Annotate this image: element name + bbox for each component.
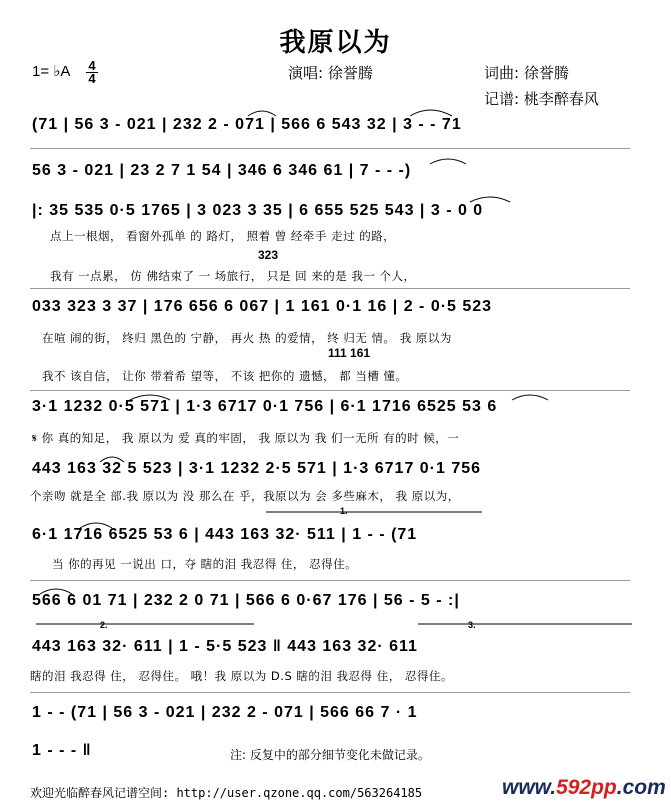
lyric-line: 我有 一点累， 仿 佛结束了 一 场旅行， 只是 回 来的是 我一 个人， [50, 269, 416, 283]
watermark-suffix: .com [616, 776, 666, 799]
transcriber-credit: 记谱: 桃李醉春风 [484, 90, 599, 108]
score-row: 1 - - (71 | 56 3 - 021 | 232 2 - 071 | 566 66 7 · 1 [32, 704, 418, 721]
score-row: |: 35 535 0·5 1765 | 3 023 3 35 | 6 655 525 543 | 3 - 0 0 [32, 202, 484, 219]
page-title: 我原以为 [279, 28, 392, 58]
lyric-line: 在喧 闹的街， 终归 黑色的 宁静， 再火 热 的爱情， 终 归无 情。 我 原以为 [42, 331, 452, 345]
volta-mark: 1. [340, 506, 348, 516]
above-notes: 111 161 [328, 346, 371, 360]
slur [100, 457, 124, 462]
score-row: 56 3 - 021 | 23 2 7 1 54 | 346 6 346 61 | 7 - - -) [32, 162, 412, 179]
watermark-prefix: www. [502, 776, 557, 799]
slur [512, 395, 548, 400]
watermark-brand: 592pp [556, 776, 617, 799]
slur [248, 111, 276, 116]
lyric-line: 瞎的泪 我忍得 住， 忍得住。 哦！我 原以为 D.S 瞎的泪 我忍得 住， 忍得住。 [30, 669, 453, 683]
score-row: (71 | 56 3 - 021 | 232 2 - 071 | 566 6 543 32 | 3 - - 71 [32, 116, 462, 133]
slur [130, 395, 170, 400]
key-signature: 1= ♭A [32, 63, 71, 80]
slur [80, 523, 112, 528]
footer-text: 欢迎光临醉春风记谱空间: http://user.qzone.qq.com/563264185 [30, 786, 423, 800]
time-top: 4 [86, 60, 98, 73]
lyric-line: 当 你的再见 一说出 口，夺 瞎的泪 我忍得 住， 忍得住。 [52, 557, 358, 571]
lyric-line: 点上一根烟， 看窗外孤单 的 路灯， 照着 曾 经牵手 走过 的路， [50, 229, 396, 243]
score-row: 3·1 1232 0·5 571 | 1·3 6717 0·1 756 | 6·1 1716 6525 53 6 [32, 398, 498, 415]
score-row: 443 163 32 5 523 | 3·1 1232 2·5 571 | 1·3 6717 0·1 756 [32, 460, 482, 477]
score-row: 566 6 01 71 | 232 2 0 71 | 566 6 0·67 176 | 56 - 5 - :| [32, 592, 460, 609]
singer-credit: 演唱: 徐誉腾 [288, 64, 373, 82]
lyric-line: 𝄋 你 真的知足， 我 原以为 爱 真的牢固， 我 原以为 我 们一无所 有的时 候，一 [32, 431, 460, 445]
lyric-line: 个亲吻 就是全 部.我 原以为 没 那么在 乎，我原以为 会 多些麻木， 我 原以为， [30, 489, 460, 503]
score-row: 1 - - - ‖ [32, 742, 92, 759]
score-row: 443 163 32· 611 | 1 - 5·5 523 ‖ 443 163 32· 611 [32, 638, 418, 655]
footnote: 注: 反复中的部分细节变化未做记录。 [230, 748, 430, 762]
time-bottom: 4 [88, 71, 96, 86]
slur [470, 197, 510, 202]
slur [410, 110, 452, 116]
lyric-line: 我不 该自信， 让你 带着希 望等， 不该 把你的 遗憾， 都 当槽 懂。 [42, 369, 408, 383]
slur [430, 159, 466, 164]
slur [40, 589, 72, 594]
composer-credit: 词曲: 徐誉腾 [484, 64, 569, 82]
score-row: 033 323 3 37 | 176 656 6 067 | 1 161 0·1 16 | 2 - 0·5 523 [32, 298, 493, 315]
volta-mark: 3. [468, 620, 476, 630]
watermark-logo [502, 776, 666, 800]
above-notes: 323 [258, 248, 279, 262]
volta-mark: 2. [100, 620, 108, 630]
score-row: 6·1 1716 6525 53 6 | 443 163 32· 511 | 1 - - (71 [32, 526, 418, 543]
